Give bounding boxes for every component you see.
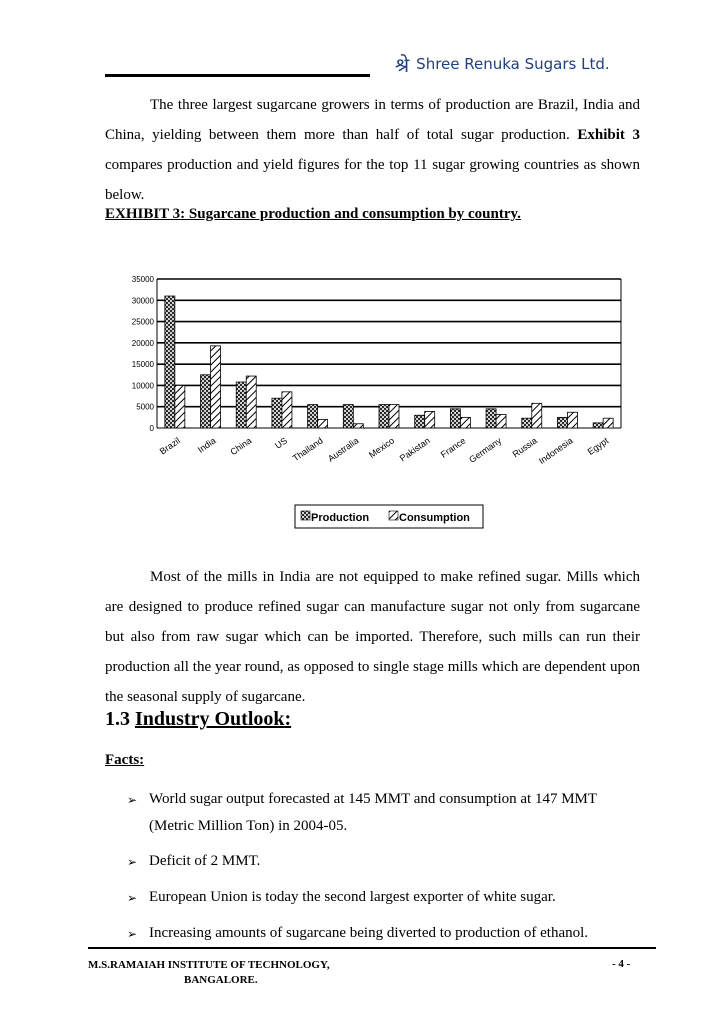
- x-tick-label: France: [438, 435, 468, 460]
- x-tick-label: Thailand: [290, 435, 325, 464]
- bar-consumption: [496, 414, 506, 428]
- y-tick-label: 30000: [131, 296, 154, 306]
- bar-consumption: [603, 418, 613, 428]
- bar-production: [272, 398, 282, 428]
- arrow-bullet-icon: ➢: [127, 891, 138, 905]
- legend-label-production: Production: [311, 512, 370, 524]
- x-tick-label: Mexico: [367, 435, 397, 460]
- bar-production: [165, 296, 175, 428]
- x-tick-label: Australia: [326, 435, 361, 464]
- chart-bars: [165, 296, 613, 428]
- bar-production: [593, 423, 603, 428]
- x-tick-label: Germany: [467, 435, 504, 465]
- x-tick-label: US: [273, 435, 290, 451]
- x-axis-labels: [158, 435, 611, 466]
- bar-consumption: [175, 385, 185, 428]
- y-tick-label: 35000: [131, 275, 154, 284]
- legend-swatch-consumption: [389, 511, 398, 520]
- company-name: Shree Renuka Sugars Ltd.: [416, 55, 610, 73]
- bar-consumption: [425, 411, 435, 428]
- y-tick-label: 0: [149, 424, 154, 433]
- bar-consumption: [211, 346, 221, 428]
- bar-production: [557, 417, 567, 428]
- list-item: ➢ World sugar output forecasted at 145 MMT and consumption at 147 MMT (Metric Million Ton) in 2004-05.: [127, 786, 642, 840]
- bar-consumption: [532, 403, 542, 428]
- production-consumption-chart: [105, 265, 640, 540]
- page-number: - 4 -: [612, 958, 631, 970]
- bar-production: [201, 375, 211, 428]
- bar-consumption: [567, 412, 577, 428]
- y-tick-label: 20000: [131, 338, 154, 348]
- arrow-bullet-icon: ➢: [127, 793, 138, 807]
- intro-text-2: compares production and yield figures for the top 11 sugar growing countries as shown below.: [105, 157, 640, 203]
- y-tick-label: 15000: [131, 360, 154, 370]
- facts-list: [127, 786, 642, 956]
- intro-bold: Exhibit 3: [577, 127, 640, 143]
- x-tick-label: Pakistan: [397, 435, 432, 464]
- bar-consumption: [353, 424, 363, 428]
- list-item: ➢ Increasing amounts of sugarcane being diverted to production of ethanol.: [127, 920, 642, 948]
- x-tick-label: India: [195, 435, 218, 455]
- chart-legend: [295, 505, 483, 528]
- x-tick-label: Russia: [510, 435, 539, 460]
- section-number: 1.3: [105, 708, 130, 730]
- y-tick-label: 5000: [136, 402, 154, 412]
- y-tick-label: 25000: [131, 317, 154, 327]
- bar-production: [343, 405, 353, 428]
- y-axis-ticks: [132, 275, 155, 433]
- bar-consumption: [460, 417, 470, 428]
- bar-production: [415, 415, 425, 428]
- section-heading: [105, 708, 291, 731]
- intro-paragraph: [105, 90, 640, 210]
- company-logo: [395, 50, 610, 78]
- y-tick-label: 10000: [131, 381, 154, 391]
- bar-production: [486, 409, 496, 428]
- x-tick-label: Brazil: [157, 435, 182, 457]
- footer-institute: M.S.RAMAIAH INSTITUTE OF TECHNOLOGY, BANGALORE.: [88, 959, 330, 986]
- legend-label-consumption: Consumption: [399, 512, 470, 524]
- x-tick-label: Indonesia: [536, 435, 575, 467]
- facts-heading: Facts:: [105, 752, 145, 768]
- exhibit-title: EXHIBIT 3: Sugarcane production and consumption by country.: [105, 206, 521, 222]
- bar-consumption: [389, 405, 399, 428]
- bar-production: [308, 405, 318, 428]
- bar-production: [236, 382, 246, 428]
- intro-text-1: The three largest sugarcane growers in terms of production are Brazil, India and China, yielding between them more than half of total sugar production.: [105, 97, 640, 143]
- bar-consumption: [246, 376, 256, 428]
- x-tick-label: China: [228, 435, 254, 458]
- footer-rule: [88, 947, 656, 949]
- bar-consumption: [282, 392, 292, 428]
- logo-mark-icon: श्रे: [395, 52, 409, 77]
- header-rule: [105, 74, 370, 77]
- list-item: ➢ European Union is today the second largest exporter of white sugar.: [127, 884, 642, 912]
- arrow-bullet-icon: ➢: [127, 927, 138, 941]
- bar-production: [522, 418, 532, 428]
- section-title: Industry Outlook:: [135, 708, 292, 730]
- bar-consumption: [318, 419, 328, 428]
- x-tick-label: Egypt: [585, 435, 611, 457]
- mills-paragraph: Most of the mills in India are not equipped to make refined sugar. Mills which are designed to produce refined sugar can manufacture sugar not only from sugarcane but also from raw sugar which can be imported. Therefore, such mills can run their production all the year round, as opposed to single stage mills which are dependent upon the seasonal supply of sugarcane.: [105, 569, 640, 705]
- arrow-bullet-icon: ➢: [127, 855, 138, 869]
- legend-swatch-production: [301, 511, 310, 520]
- list-item: ➢ Deficit of 2 MMT.: [127, 848, 642, 876]
- bar-production: [450, 409, 460, 428]
- bar-production: [379, 405, 389, 428]
